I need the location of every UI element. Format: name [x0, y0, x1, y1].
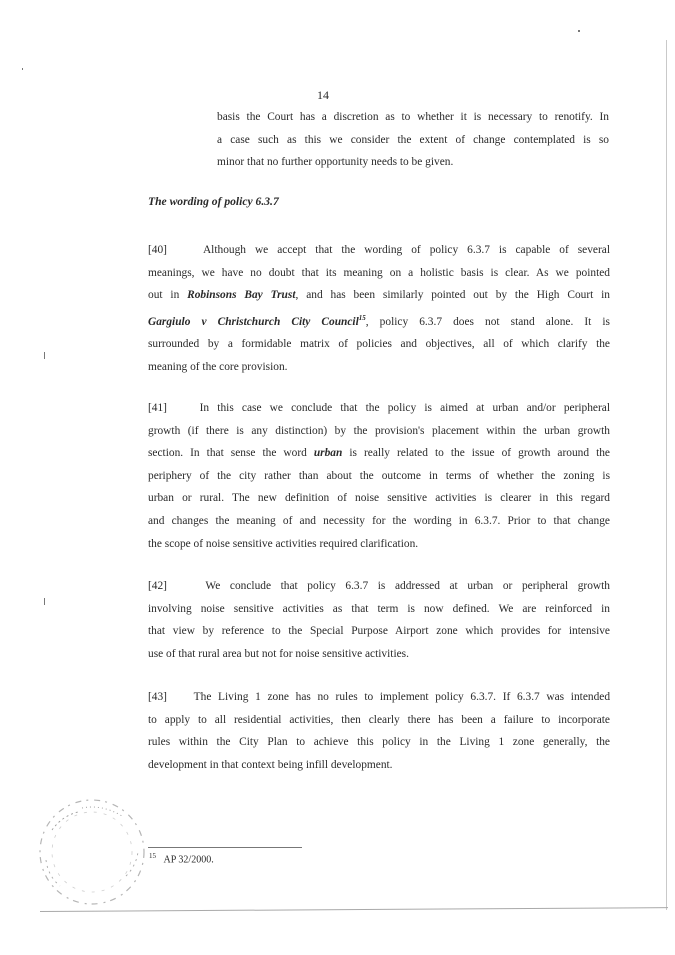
text-line: basis the Court has a discretion as to whether it is necessary to renotify. In [217, 111, 609, 123]
paragraph-43 [148, 686, 610, 776]
footnote-reference: 15 [358, 313, 366, 322]
text-line: that view by reference to the Special Purpose Airport zone which provides for intensive [148, 625, 610, 638]
text-line: the scope of noise sensitive activities required clarification. [148, 537, 419, 550]
text-line: to apply to all residential activities, then clearly there has been a failure to incorporate [148, 713, 610, 726]
text-line: minor that no further opportunity needs to be given. [217, 156, 454, 169]
text-line: meanings, we have no doubt that its meaning on a holistic basis is clear. As we pointed [148, 266, 610, 279]
footnote-text: AP 32/2000. [163, 854, 214, 866]
footnote-rule [148, 847, 302, 848]
text-line: and changes the meaning of and necessity for the wording in 6.3.7. Prior to that change [148, 514, 610, 527]
text-span: out in [148, 289, 188, 302]
text-span: is really related to the issue of growth around the [342, 447, 610, 460]
text-span: The Living 1 zone has no rules to implement policy 6.3.7. If 6.3.7 was intended [193, 691, 611, 703]
text-line: surrounded by a formidable matrix of policies and objectives, all of which clarify the [148, 338, 610, 351]
section-heading: The wording of policy 6.3.7 [148, 195, 279, 208]
scan-mark [44, 352, 45, 359]
text-line [148, 307, 610, 333]
paragraph-42 [148, 575, 610, 665]
text-span: , policy 6.3.7 does not stand alone. It is [365, 315, 610, 328]
paragraph-number: [40] [148, 244, 167, 256]
text-line: meaning of the core provision. [148, 360, 288, 373]
text-line: periphery of the city rather than about the outcome in terms of whether the zoning is [148, 469, 610, 482]
emphasized-word: urban [313, 447, 343, 460]
continuation-paragraph [217, 106, 609, 174]
case-citation: Gargiulo v Christchurch City Council [148, 315, 359, 328]
text-line: involving noise sensitive activities as that term is now defined. We are reinforced in [148, 602, 610, 615]
page-number: 14 [317, 88, 329, 102]
scan-mark [22, 68, 23, 70]
text-span: In this case we conclude that the policy is aimed at urban and/or peripheral [199, 402, 611, 414]
paragraph-number: [42] [148, 580, 167, 592]
text-span: section. In that sense the word [148, 447, 314, 460]
page-right-edge [666, 40, 667, 910]
text-line [148, 239, 610, 262]
text-line: development in that context being infill development. [148, 758, 393, 771]
text-line: growth (if there is any distinction) by the provision's placement within the urban growth [148, 424, 610, 437]
paragraph-40 [148, 239, 610, 378]
text-span: We conclude that policy 6.3.7 is addressed at urban or peripheral growth [205, 580, 610, 592]
text-line [148, 442, 610, 465]
footnote-marker: 15 [149, 852, 156, 860]
text-span: , and has been similarly pointed out by the High Court in [295, 289, 611, 302]
text-line: urban or rural. The new definition of noise sensitive activities is clearer in this regard [148, 492, 610, 505]
seal-stamp-icon [22, 790, 162, 910]
text-line [148, 686, 610, 709]
text-line: use of that rural area but not for noise sensitive activities. [148, 647, 409, 660]
text-span: Although we accept that the wording of policy 6.3.7 is capable of several [202, 244, 611, 256]
paragraph-number: [43] [148, 691, 167, 703]
text-line: a case such as this we consider the extent of change contemplated is so [217, 133, 609, 146]
scan-mark [578, 30, 580, 32]
text-line [148, 397, 610, 420]
text-line [148, 284, 610, 307]
text-line: rules within the City Plan to achieve this policy in the Living 1 zone generally, the [148, 736, 610, 749]
scan-mark [44, 598, 45, 605]
case-citation: Robinsons Bay Trust [187, 289, 296, 302]
paragraph-41 [148, 397, 610, 555]
footnote [149, 852, 214, 865]
text-line [148, 575, 610, 598]
paragraph-number: [41] [148, 402, 167, 414]
